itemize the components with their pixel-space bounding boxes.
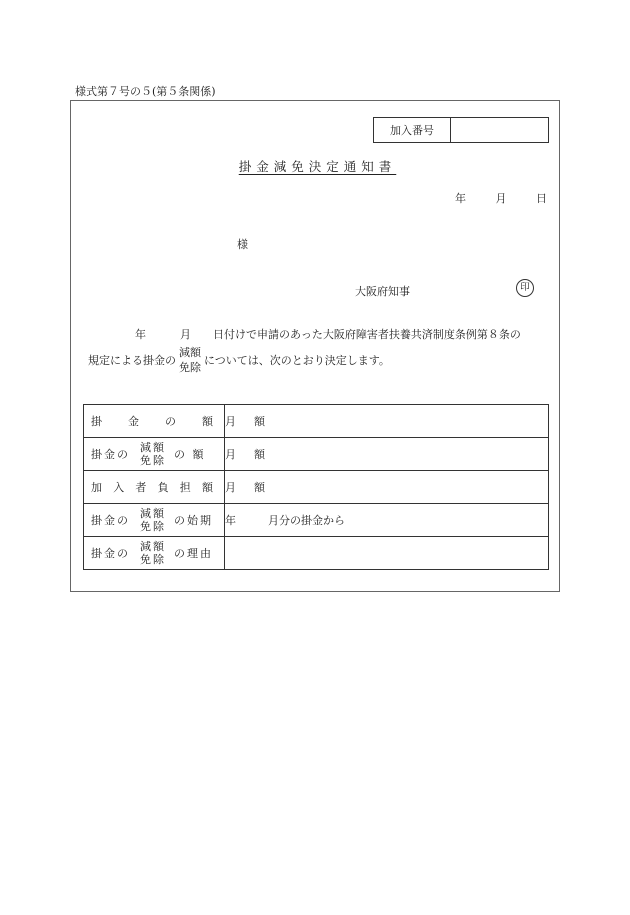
form-number: 様式第７号の５(第５条関係) [75,85,216,98]
body-year: 年 [135,328,146,341]
row-label [84,537,225,570]
body-choice-reduce: 減額 [179,346,201,359]
label-choice-exempt: 免除 [140,454,166,467]
row-value[interactable] [225,405,549,438]
value-month: 月 [225,481,236,494]
value-month: 月 [225,448,236,461]
row-label [84,504,225,537]
body-suffix: については、次のとおり決定します。 [204,354,390,367]
member-number-value[interactable] [451,118,548,142]
table-row [84,471,549,504]
row-value[interactable] [225,504,549,537]
label-choice-exempt: 免除 [140,553,166,566]
label-char: の [165,415,176,428]
value-amount: 額 [254,415,265,428]
body-month: 月 [180,328,191,341]
row-value[interactable] [225,438,549,471]
label-char: 加 [91,481,102,494]
document-title [0,157,630,175]
label-choice-reduce: 減額 [140,507,166,520]
date-month: 月 [495,192,507,205]
body-line-1 [135,326,521,342]
label-choice [140,540,166,566]
table-row [84,438,549,471]
body-prefix: 規定による掛金の [88,354,176,367]
row-value[interactable] [225,537,549,570]
label-prefix: 掛金の [91,514,130,527]
label-prefix: 掛金の [91,547,130,560]
label-suffix: の 額 [174,448,206,461]
body-text-1: 日付けで申請のあった大阪府障害者扶養共済制度条例第８条の [213,328,521,341]
seal-icon: 印 [516,279,534,297]
label-char: 者 [135,481,147,494]
date-year: 年 [455,192,466,205]
label-suffix: の始期 [174,514,213,527]
addressee: 様 [237,238,248,251]
row-label [84,438,225,471]
label-char: 負 [157,481,169,494]
issuer: 大阪府知事 [355,285,410,298]
label-char: 額 [201,481,213,494]
member-number-label: 加入番号 [374,118,451,142]
body-choice-exempt: 免除 [179,361,201,374]
value-amount: 額 [254,448,265,461]
member-number-box [373,117,549,143]
row-value[interactable] [225,471,549,504]
label-char: 担 [179,481,191,494]
table-row [84,537,549,570]
value-month: 月 [225,415,236,428]
value-amount: 額 [254,481,265,494]
value-start-month: 月分の掛金から [268,514,345,527]
label-choice-exempt: 免除 [140,520,166,533]
info-table [83,404,549,570]
label-char: 額 [202,415,213,428]
body-line-2 [88,345,390,375]
label-choice-reduce: 減額 [140,441,166,454]
value-year: 年 [225,514,236,527]
label-choice [140,441,166,467]
date-day: 日 [536,192,547,205]
table-row [84,405,549,438]
row-label [84,471,225,504]
table-row [84,504,549,537]
body-choice [179,345,201,375]
label-char: 入 [113,481,125,494]
label-char: 掛 [91,415,102,428]
label-suffix: の理由 [174,547,213,560]
label-prefix: 掛金の [91,448,130,461]
row-label [84,405,225,438]
label-choice [140,507,166,533]
date-line [455,190,547,206]
label-char: 金 [128,415,139,428]
label-choice-reduce: 減額 [140,540,166,553]
document-title-text: 掛金減免決定通知書 [238,159,397,174]
